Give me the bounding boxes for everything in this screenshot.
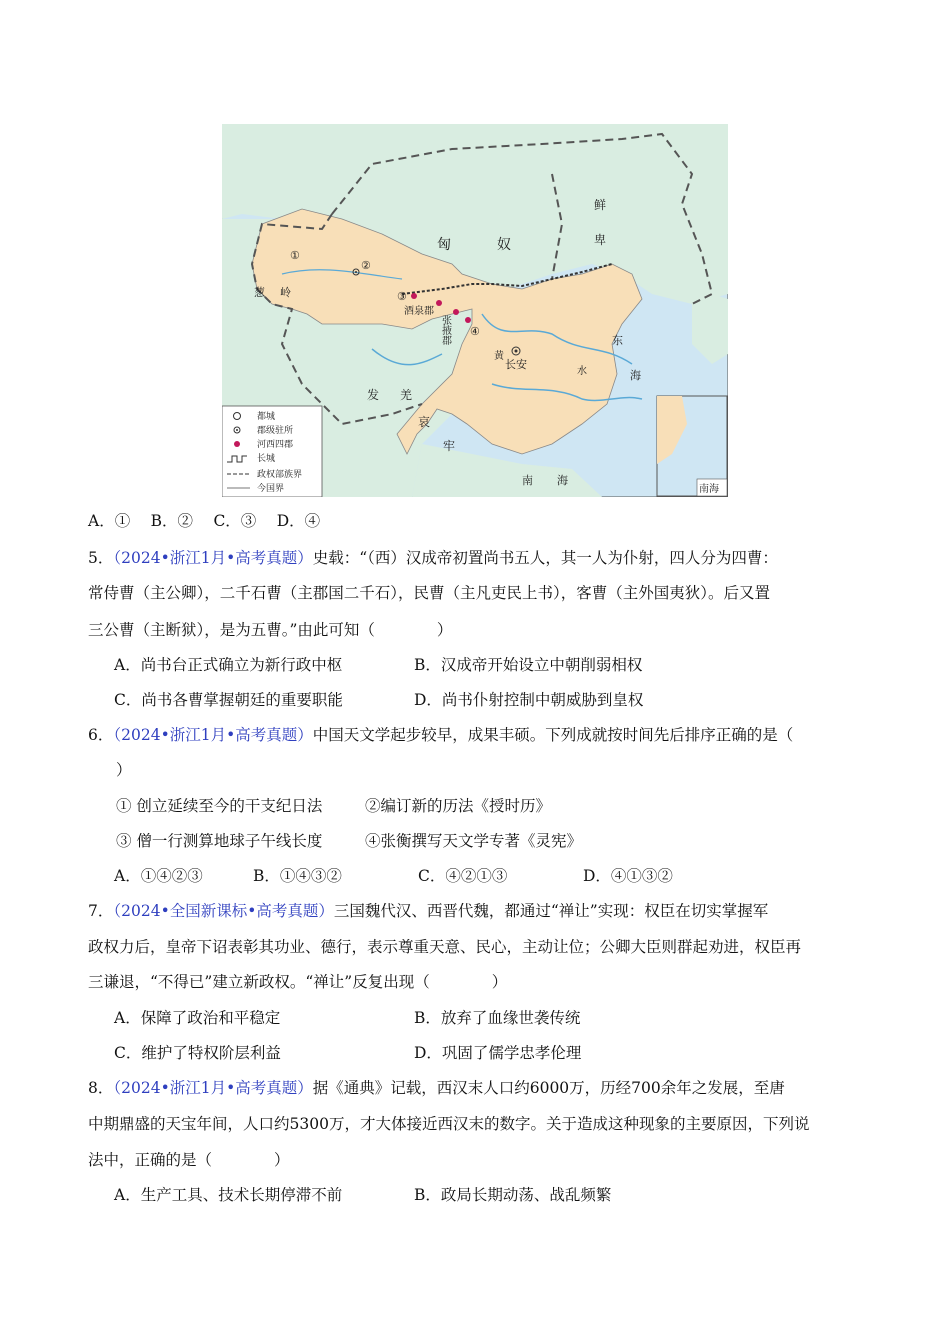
q8-option-b[interactable]: B．政局长期动荡、战乱频繁 [414, 1186, 612, 1204]
legend-label: 长城 [257, 454, 276, 464]
q6-item-3: ③ 僧一行测算地球子午线长度 [116, 832, 323, 850]
label-congling: 岭 [280, 286, 291, 299]
label-huang: 黄 [494, 351, 504, 362]
q8-line1 [88, 1078, 785, 1098]
q5-line1 [88, 548, 778, 568]
q5-source: （2024•浙江1月•高考真题） [113, 549, 313, 567]
label-dong: 东 [612, 334, 623, 347]
legend-label: 河西四郡 [257, 440, 294, 450]
label-congling: 葱 [254, 286, 265, 299]
marker-2: ② [361, 259, 371, 272]
q8-source: （2024•浙江1月•高考真题） [113, 1079, 313, 1097]
label-nan: 南 [522, 474, 533, 487]
label-zhangye: 郡 [442, 336, 452, 347]
marker-3: ③ [397, 290, 407, 303]
marker-4: ④ [470, 325, 480, 338]
q7-line3: 三谦退，“不得已”建立新政权。“禅让”反复出现（ ） [88, 973, 508, 991]
q5-option-c[interactable]: C．尚书各曹掌握朝廷的重要职能 [114, 691, 343, 709]
q8-text: 据《通典》记载，西汉末人口约6000万，历经700余年之发展，至唐 [312, 1079, 785, 1097]
legend-label: 都城 [257, 412, 276, 422]
label-shui: 水 [577, 366, 587, 377]
q7-line2: 政权力后，皇帝下诏表彰其功业、德行，表示尊重天意、民心，主动让位；公卿大臣则群起劝进，权臣再 [88, 938, 802, 956]
q7-option-a[interactable]: A．保障了政治和平稳定 [114, 1009, 281, 1027]
label-xiongnu: 匈 [437, 237, 451, 253]
label-xianbei: 鲜 [594, 198, 607, 212]
label-xiongnu: 奴 [497, 237, 511, 253]
q6-option-a[interactable]: A．①④②③ [114, 867, 203, 885]
q6-item-2: ②编订新的历法《授时历》 [365, 797, 552, 815]
label-hai: 海 [630, 369, 641, 382]
label-zhangye: 张 [442, 316, 452, 327]
history-map [222, 124, 728, 497]
q6-item-4: ④张衡撰写天文学专著《灵宪》 [365, 832, 583, 850]
inset-title: 南海 [699, 484, 719, 495]
q4-options: A．① B．② C．③ D．④ [88, 512, 321, 530]
label-changan: 长安 [505, 358, 527, 371]
q8-number: 8． [88, 1079, 114, 1097]
q7-option-b[interactable]: B．放弃了血缘世袭传统 [414, 1009, 581, 1027]
label-xianbei: 卑 [594, 233, 607, 247]
q6-line1 [88, 725, 793, 745]
q5-number: 5． [88, 549, 114, 567]
legend-label: 政权部族界 [257, 470, 303, 480]
q5-line2: 常侍曹（主公卿），二千石曹（主郡国二千石），民曹（主凡吏民上书），客曹（主外国夷狄）。后又置 [88, 584, 771, 602]
q8-line2: 中期鼎盛的天宝年间，人口约5300万，才大体接近西汉末的数字。关于造成这种现象的主要原因，下列说 [88, 1115, 810, 1133]
label-zhangye: 掖 [442, 326, 452, 337]
q5-option-d[interactable]: D．尚书仆射控制中朝威胁到皇权 [414, 691, 644, 709]
label-lao: 牢 [443, 439, 456, 453]
q7-text: 三国魏代汉、西晋代魏，都通过“禅让”实现：权臣在切实掌握军 [333, 902, 769, 920]
label-hai2: 海 [557, 474, 568, 487]
q6-source: （2024•浙江1月•高考真题） [113, 726, 313, 744]
q6-option-d[interactable]: D．④①③② [583, 867, 673, 885]
label-jiuquan: 酒泉郡 [404, 306, 434, 317]
q7-line1 [88, 901, 768, 921]
q6-line2: ） [116, 761, 132, 779]
q6-option-c[interactable]: C．④②①③ [418, 867, 508, 885]
label-qiang: 羌 [400, 388, 413, 402]
label-ai: 哀 [418, 415, 431, 429]
q7-number: 7． [88, 902, 114, 920]
q7-option-d[interactable]: D．巩固了儒学忠孝伦理 [414, 1044, 582, 1062]
marker-1: ① [290, 249, 300, 262]
q5-option-b[interactable]: B．汉成帝开始设立中朝削弱相权 [414, 656, 643, 674]
q7-source: （2024•全国新课标•高考真题） [113, 902, 334, 920]
q6-item-1: ① 创立延续至今的干支纪日法 [116, 797, 323, 815]
q7-option-c[interactable]: C．维护了特权阶层利益 [114, 1044, 281, 1062]
q5-text: 史载：“（西）汉成帝初置尚书五人，其一人为仆射，四人分为四曹： [312, 549, 778, 567]
q6-number: 6． [88, 726, 114, 744]
q5-line3: 三公曹（主断狱），是为五曹。”由此可知（ ） [88, 621, 453, 639]
q5-option-a[interactable]: A．尚书台正式确立为新行政中枢 [114, 656, 343, 674]
q6-option-b[interactable]: B．①④③② [253, 867, 342, 885]
q8-line3: 法中，正确的是（ ） [88, 1151, 290, 1169]
legend-label: 今国界 [257, 484, 285, 494]
q8-option-a[interactable]: A．生产工具、技术长期停滞不前 [114, 1186, 343, 1204]
q6-text: 中国天文学起步较早，成果丰硕。下列成就按时间先后排序正确的是（ [312, 726, 794, 744]
label-fa: 发 [367, 388, 380, 402]
legend-label: 郡级驻所 [257, 426, 294, 436]
